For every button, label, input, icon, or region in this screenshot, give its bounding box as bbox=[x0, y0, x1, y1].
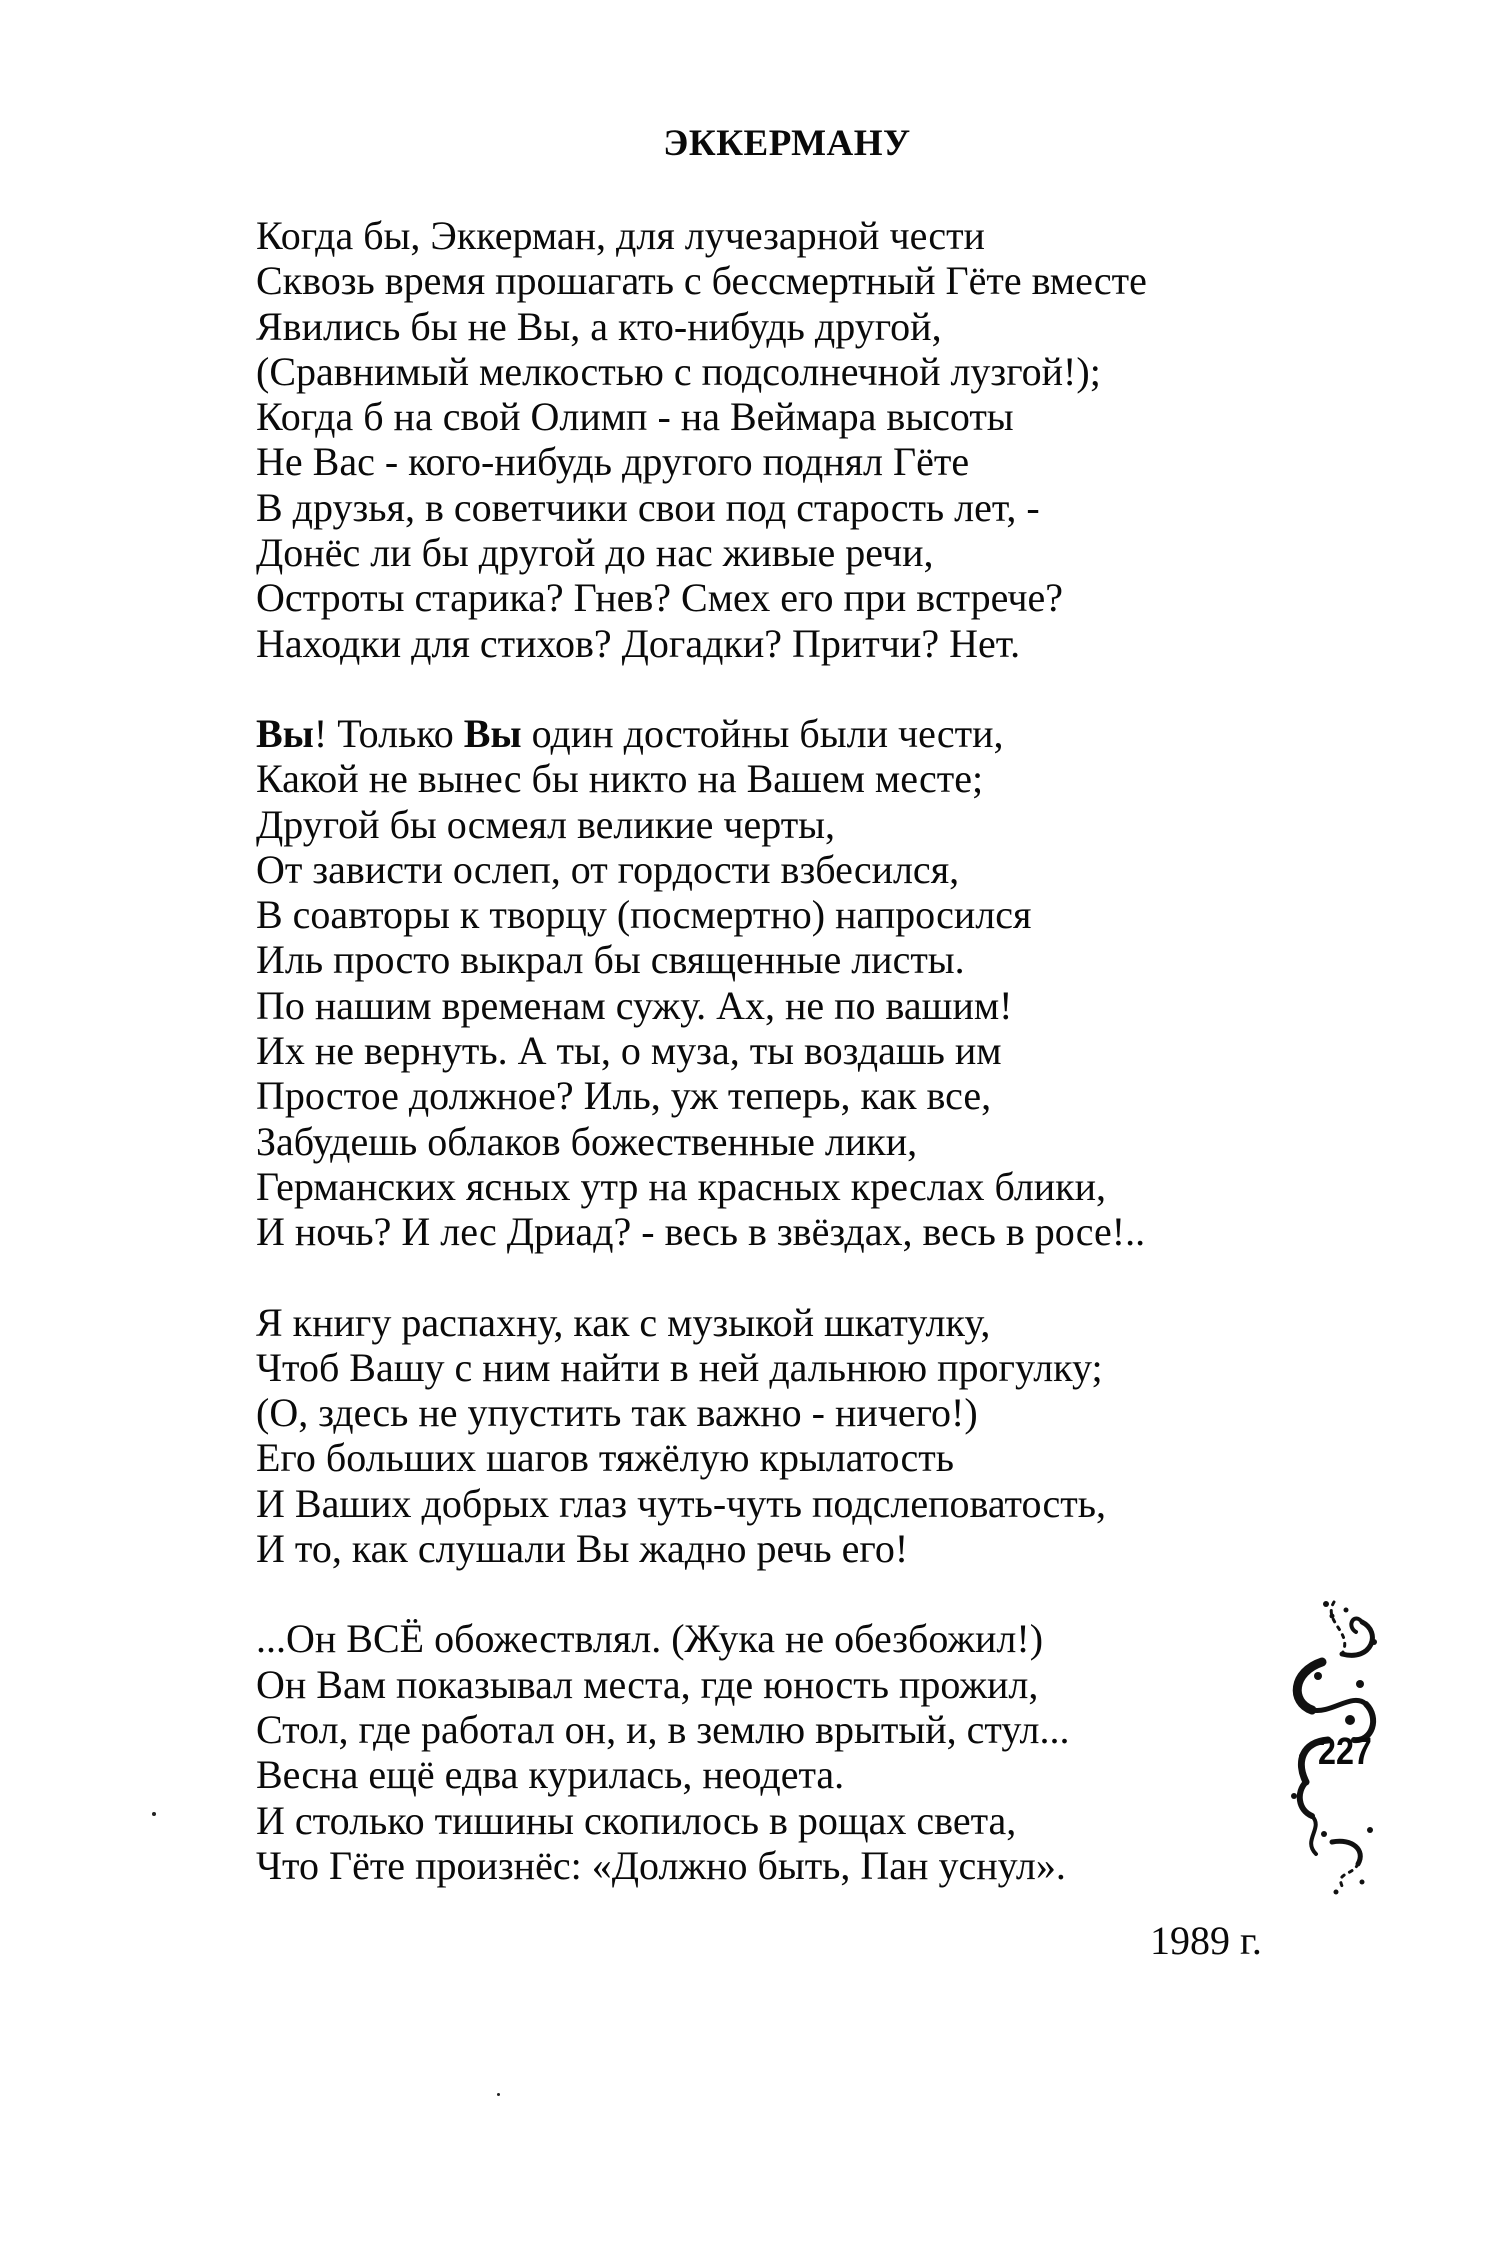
poem-line: Донёс ли бы другой до нас живые речи, bbox=[256, 530, 934, 576]
poem-line: Какой не вынес бы никто на Вашем месте; bbox=[256, 756, 984, 802]
poem-line: Забудешь облаков божественные лики, bbox=[256, 1118, 918, 1164]
poem-line: Он Вам показывал места, где юность прожил, bbox=[256, 1661, 1039, 1707]
stanza-3 bbox=[256, 1300, 1296, 1572]
page-number: 227 bbox=[1318, 1731, 1372, 1773]
poem-line: Его больших шагов тяжёлую крылатость bbox=[256, 1435, 954, 1481]
stanza-4 bbox=[256, 1616, 1296, 1888]
poem-line-first bbox=[256, 711, 1296, 756]
poem-line: Остроты старика? Гнев? Смех его при встрече? bbox=[256, 575, 1064, 621]
poem-line: Весна ещё едва курилась, неодета. bbox=[256, 1752, 845, 1798]
poem-title: ЭККЕРМАНУ bbox=[663, 123, 911, 164]
poem-line: (О, здесь не упустить так важно - ничего!) bbox=[256, 1390, 978, 1436]
poem-date: 1989 г. bbox=[1150, 1918, 1262, 1963]
print-speck bbox=[497, 2093, 500, 2096]
poem-line: Не Вас - кого-нибудь другого поднял Гёте bbox=[256, 439, 970, 485]
line-fragment: ! Только bbox=[313, 710, 464, 756]
poem-line: Когда б на свой Олимп - на Веймара высоты bbox=[256, 394, 1014, 440]
stanza-2 bbox=[256, 711, 1296, 1255]
poem-line: И ночь? И лес Дриад? - весь в звёздах, весь в росе!.. bbox=[256, 1209, 1146, 1255]
poem-body bbox=[256, 213, 1296, 1888]
poem-line: По нашим временам сужу. Ах, не по вашим! bbox=[256, 982, 1013, 1028]
poem-line: И столько тишины скопилось в рощах света, bbox=[256, 1797, 1017, 1843]
print-speck bbox=[152, 1812, 156, 1816]
poem-line: Другой бы осмеял великие черты, bbox=[256, 801, 836, 847]
poem-line: И Ваших добрых глаз чуть-чуть подслеповатость, bbox=[256, 1480, 1106, 1526]
stanza-1 bbox=[256, 213, 1296, 666]
poem-line: Я книгу распахну, как с музыкой шкатулку, bbox=[256, 1299, 991, 1345]
poem-line: Чтоб Вашу с ним найти в ней дальнюю прогулку; bbox=[256, 1344, 1103, 1390]
poem-line: ...Он ВСЁ обожествлял. (Жука не обезбожил!) bbox=[256, 1616, 1044, 1662]
poem-line: В друзья, в советчики свои под старость лет, - bbox=[256, 484, 1040, 530]
emphasis-word: Вы bbox=[463, 710, 522, 756]
poem-line: В соавторы к творцу (посмертно) напросился bbox=[256, 892, 1032, 938]
poem-line: Стол, где работал он, и, в землю врытый, стул... bbox=[256, 1706, 1070, 1752]
poem-line: Сквозь время прошагать с бессмертный Гёте вместе bbox=[256, 258, 1147, 304]
poem-line: Когда бы, Эккерман, для лучезарной чести bbox=[256, 213, 985, 258]
line-fragment: один достойны были чести, bbox=[521, 710, 1004, 756]
poem-line: И то, как слушали Вы жадно речь его! bbox=[256, 1526, 909, 1572]
poem-line: Что Гёте произнёс: «Должно быть, Пан уснул». bbox=[256, 1842, 1066, 1888]
poem-line: Явились бы не Вы, а кто-нибудь другой, bbox=[256, 303, 942, 349]
poem-line: (Сравнимый мелкостью с подсолнечной лузгой!); bbox=[256, 348, 1101, 394]
poem-line: Простое должное? Иль, уж теперь, как все, bbox=[256, 1073, 992, 1119]
poem-line: От зависти ослеп, от гордости взбесился, bbox=[256, 846, 960, 892]
emphasis-word: Вы bbox=[256, 710, 314, 756]
poem-line: Находки для стихов? Догадки? Притчи? Нет. bbox=[256, 620, 1021, 666]
poem-line: Их не вернуть. А ты, о муза, ты воздашь им bbox=[256, 1028, 1002, 1074]
poem-line: Иль просто выкрал бы священные листы. bbox=[256, 937, 965, 983]
poem-line: Германских ясных утр на красных креслах блики, bbox=[256, 1163, 1107, 1209]
